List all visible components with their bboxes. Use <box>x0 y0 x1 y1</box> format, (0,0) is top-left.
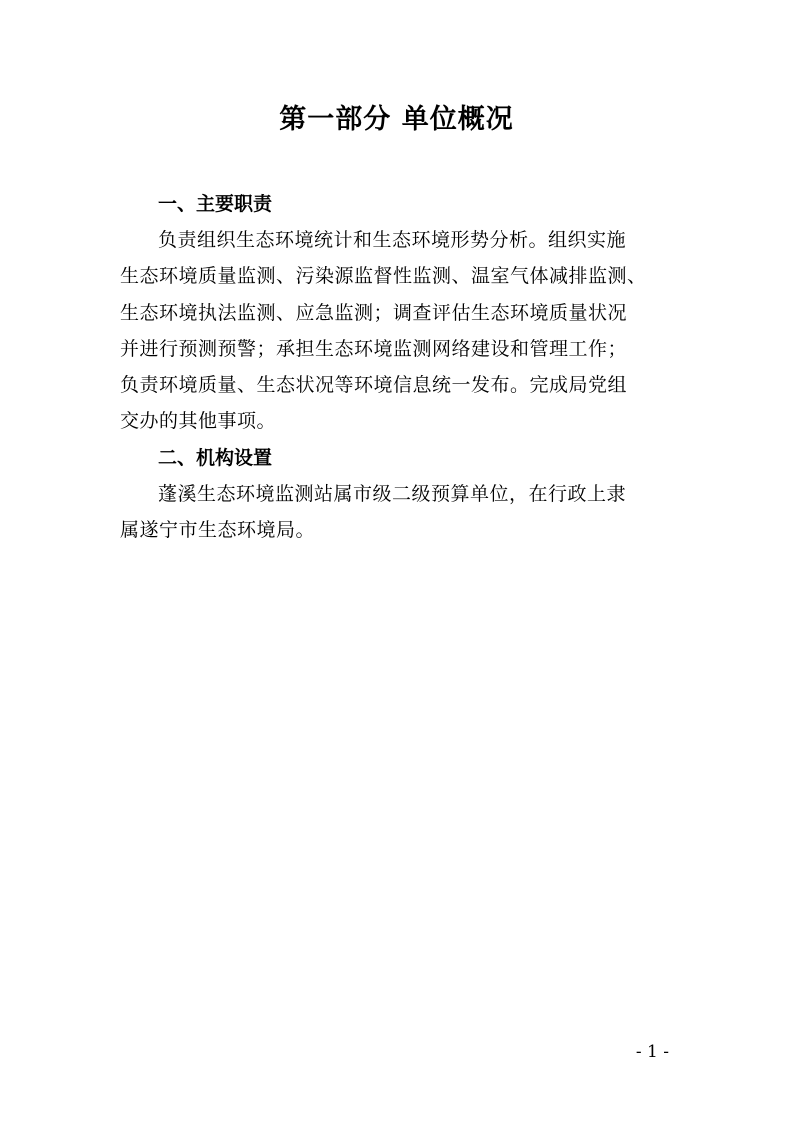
section-main-duties <box>120 186 676 440</box>
paragraph-line: 蓬溪生态环境监测站属市级二级预算单位，在行政上隶 <box>158 482 627 505</box>
paragraph-line: 负责环境质量、生态状况等环境信息统一发布。完成局党组 <box>120 374 628 397</box>
paragraph-line: 生态环境执法监测、应急监测；调查评估生态环境质量状况 <box>120 301 628 324</box>
paragraph-line: 属遂宁市生态环境局。 <box>120 519 316 542</box>
paragraph-line: 交办的其他事项。 <box>120 410 277 433</box>
paragraph-line: 负责组织生态环境统计和生态环境形势分析。组织实施 <box>158 229 627 251</box>
page-title: 第一部分 单位概况 <box>279 104 514 135</box>
page-number: - 1 - <box>635 1042 669 1062</box>
section-organization <box>120 440 676 549</box>
paragraph-line: 并进行预测预警；承担生态环境监测网络建设和管理工作； <box>120 337 628 360</box>
section-heading: 一、主要职责 <box>158 193 273 215</box>
section-heading: 二、机构设置 <box>158 446 273 469</box>
document-body <box>120 186 676 548</box>
paragraph-line: 生态环境质量监测、污染源监督性监测、温室气体减排监测、 <box>120 265 647 288</box>
